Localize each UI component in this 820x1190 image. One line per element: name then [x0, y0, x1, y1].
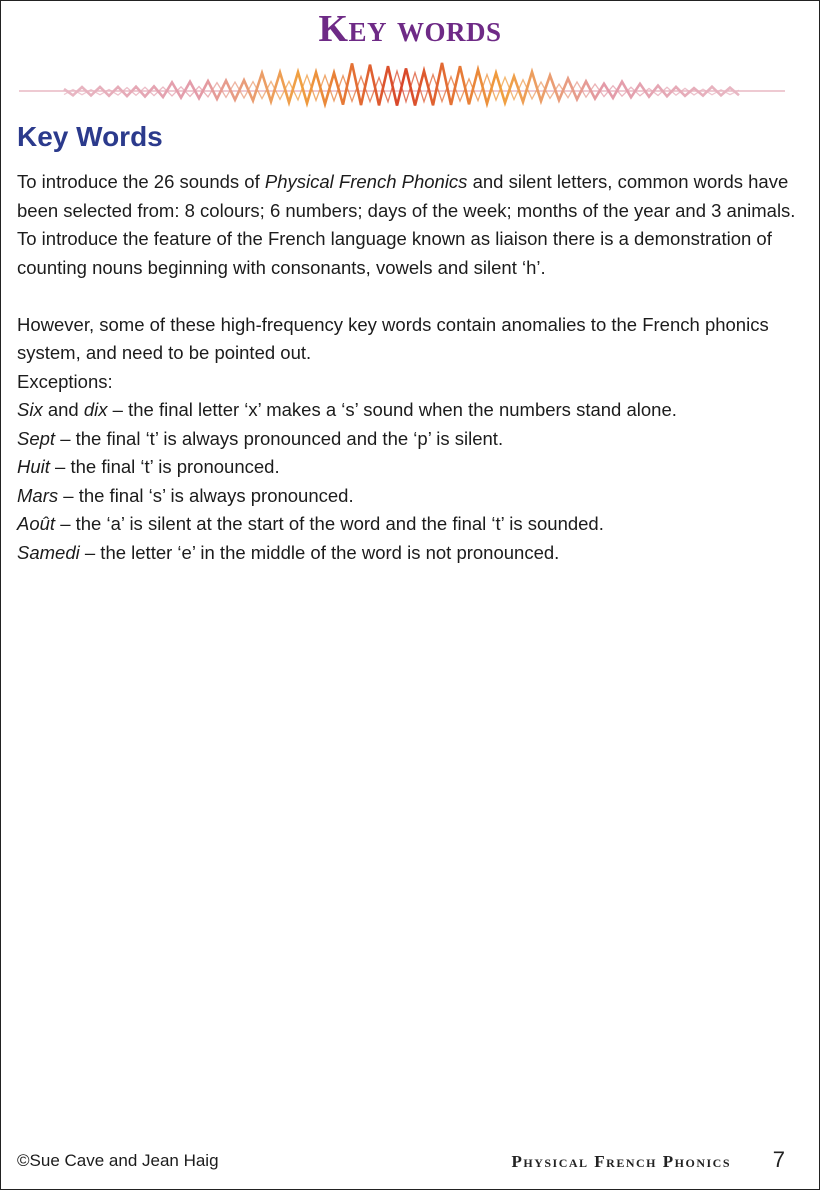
exception-text: – the final ‘t’ is always pronounced and the ‘p’ is silent. — [55, 427, 504, 449]
copyright-notice: ©Sue Cave and Jean Haig — [17, 1151, 219, 1170]
exception-term: Août — [17, 513, 56, 534]
page-title: Key words — [318, 8, 502, 50]
exception-line — [17, 510, 807, 539]
exception-term: Six — [17, 399, 43, 420]
section-heading: Key Words — [17, 121, 163, 152]
exception-term: Mars — [17, 484, 59, 506]
exception-text: – the letter ‘e’ in the middle of the word is not pronounced. — [79, 541, 560, 563]
exception-term: Sept — [17, 427, 56, 449]
exception-text: – the final letter ‘x’ makes a ‘s’ sound when the numbers stand alone. — [107, 399, 677, 420]
exception-line — [17, 482, 807, 511]
exception-term: Huit — [17, 456, 50, 477]
exception-term: Samedi — [17, 541, 80, 563]
book-title-footer: Physical French Phonics — [511, 1152, 731, 1171]
exception-text: – the final ‘s’ is always pronounced. — [58, 484, 354, 506]
exception-term-2: dix — [83, 399, 108, 420]
exception-line — [17, 396, 807, 425]
exception-line — [17, 425, 807, 454]
exception-text: – the ‘a’ is silent at the start of the word and the final ‘t’ is sounded. — [55, 513, 604, 534]
book-title-italic: Physical French Phonics — [264, 171, 468, 192]
body-text — [17, 168, 807, 567]
exception-text: – the final ‘t’ is pronounced. — [49, 456, 280, 477]
exception-line — [17, 453, 807, 482]
exception-connector: and — [42, 399, 84, 420]
exceptions-label: Exceptions: — [17, 370, 113, 392]
exception-line — [17, 539, 807, 568]
anomalies-paragraph: However, some of these high-frequency key words contain anomalies to the French phonics system, and need to be pointed out. — [17, 313, 769, 363]
decorative-wave-divider — [19, 53, 785, 111]
intro-text: To introduce the 26 sounds of — [17, 171, 265, 192]
intro-paragraph — [17, 168, 807, 282]
page-number: 7 — [772, 1147, 785, 1172]
intro-text-continued: and silent letters, common words have been selected from: 8 colours; 6 numbers; days of the week; months of the year and 3 animals. To introduce the feature of the French language known as liaison there is a demonstration of counting nouns beginning with consonants, vowels and silent ‘h’. — [17, 171, 796, 278]
